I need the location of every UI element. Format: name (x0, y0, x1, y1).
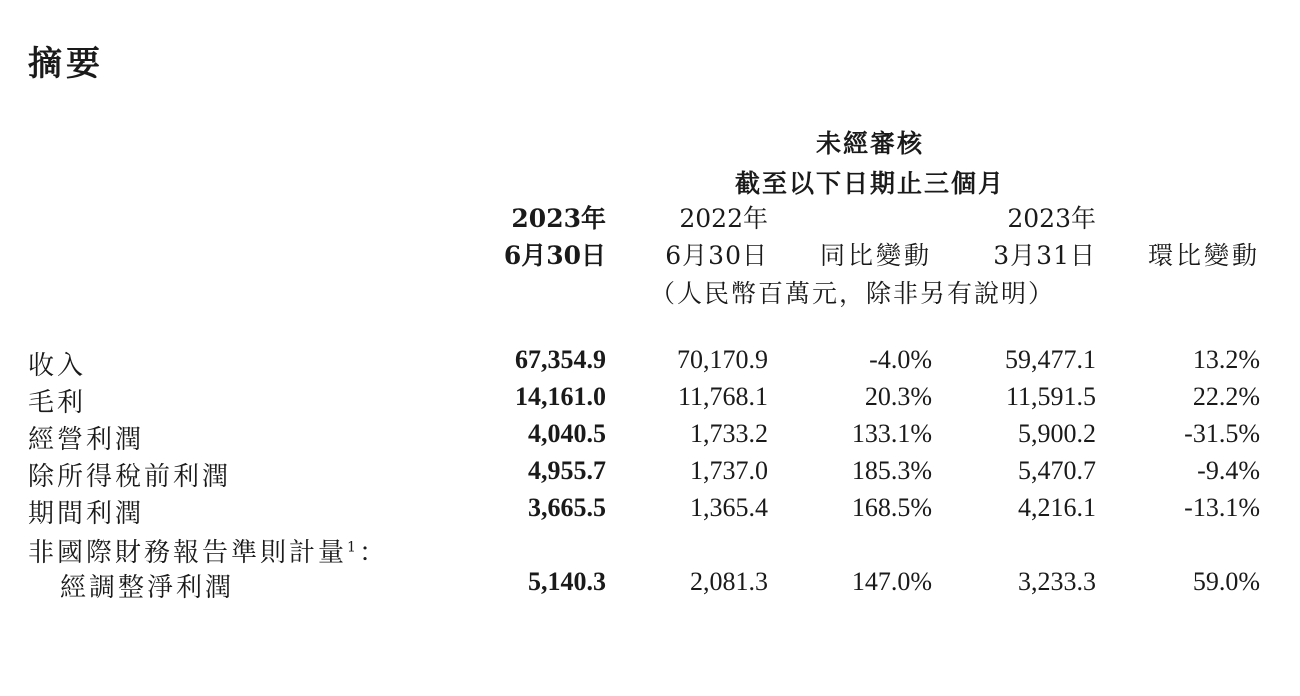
col4-date: 3月31日 (993, 241, 1096, 270)
col2-year: 2022年 (679, 204, 768, 233)
value-2023q1: 5,900.2 (1018, 419, 1096, 448)
value-2023q1: 11,591.5 (1005, 382, 1096, 411)
col2-date: 6月30日 (665, 241, 768, 270)
value-2023q1: 4,216.1 (1018, 493, 1096, 522)
unaudited-header: 未經審核 (815, 129, 924, 158)
adjusted-net-profit-2023q2: 5,140.3 (528, 567, 606, 596)
col5-header: 環比變動 (1147, 241, 1260, 270)
value-2022q2: 1,365.4 (690, 493, 768, 522)
nonifrs-heading (28, 532, 388, 569)
adjusted-net-profit-2022q2: 2,081.3 (690, 567, 768, 596)
value-2023q2: 4,955.7 (528, 456, 606, 485)
value-yoy: 185.3% (851, 456, 932, 485)
value-2022q2: 11,768.1 (677, 382, 768, 411)
adjusted-net-profit-yoy: 147.0% (851, 567, 932, 596)
value-qoq: -13.1% (1184, 493, 1260, 522)
value-qoq: -9.4% (1197, 456, 1260, 485)
value-2023q2: 3,665.5 (528, 493, 606, 522)
value-yoy: 20.3% (864, 382, 932, 411)
period-header: 截至以下日期止三個月 (734, 169, 1005, 198)
nonifrs-colon: ： (358, 538, 388, 568)
row-label: 毛利 (28, 388, 87, 418)
value-2023q1: 5,470.7 (1018, 456, 1096, 485)
adjusted-net-profit-qoq: 59.0% (1192, 567, 1260, 596)
row-label: 收入 (28, 351, 87, 381)
col3-header: 同比變動 (819, 241, 932, 270)
value-qoq: -31.5% (1184, 419, 1260, 448)
value-2022q2: 70,170.9 (677, 345, 768, 374)
value-2023q2: 4,040.5 (528, 419, 606, 448)
footnote-marker: 1 (347, 539, 359, 556)
value-2023q1: 59,477.1 (1005, 345, 1096, 374)
row-label-adjusted-net-profit: 經調整淨利潤 (60, 573, 235, 603)
value-yoy: 133.1% (851, 419, 932, 448)
value-2023q2: 14,161.0 (515, 382, 606, 411)
col1-year: 2023年 (511, 204, 606, 233)
row-label: 期間利潤 (28, 499, 145, 529)
value-yoy: -4.0% (869, 345, 932, 374)
col1-date: 6月30日 (503, 241, 606, 270)
value-qoq: 13.2% (1192, 345, 1260, 374)
page-title: 摘要 (28, 44, 104, 84)
col4-year: 2023年 (1007, 204, 1096, 233)
nonifrs-label: 非國際財務報告準則計量 (28, 538, 348, 568)
adjusted-net-profit-2023q1: 3,233.3 (1018, 567, 1096, 596)
value-2022q2: 1,737.0 (690, 456, 768, 485)
value-qoq: 22.2% (1192, 382, 1260, 411)
value-2022q2: 1,733.2 (690, 419, 768, 448)
value-2023q2: 67,354.9 (515, 345, 606, 374)
value-yoy: 168.5% (851, 493, 932, 522)
row-label: 經營利潤 (28, 425, 145, 455)
row-label: 除所得稅前利潤 (28, 462, 232, 492)
unit-note: （人民幣百萬元，除非另有說明） (650, 279, 1056, 308)
